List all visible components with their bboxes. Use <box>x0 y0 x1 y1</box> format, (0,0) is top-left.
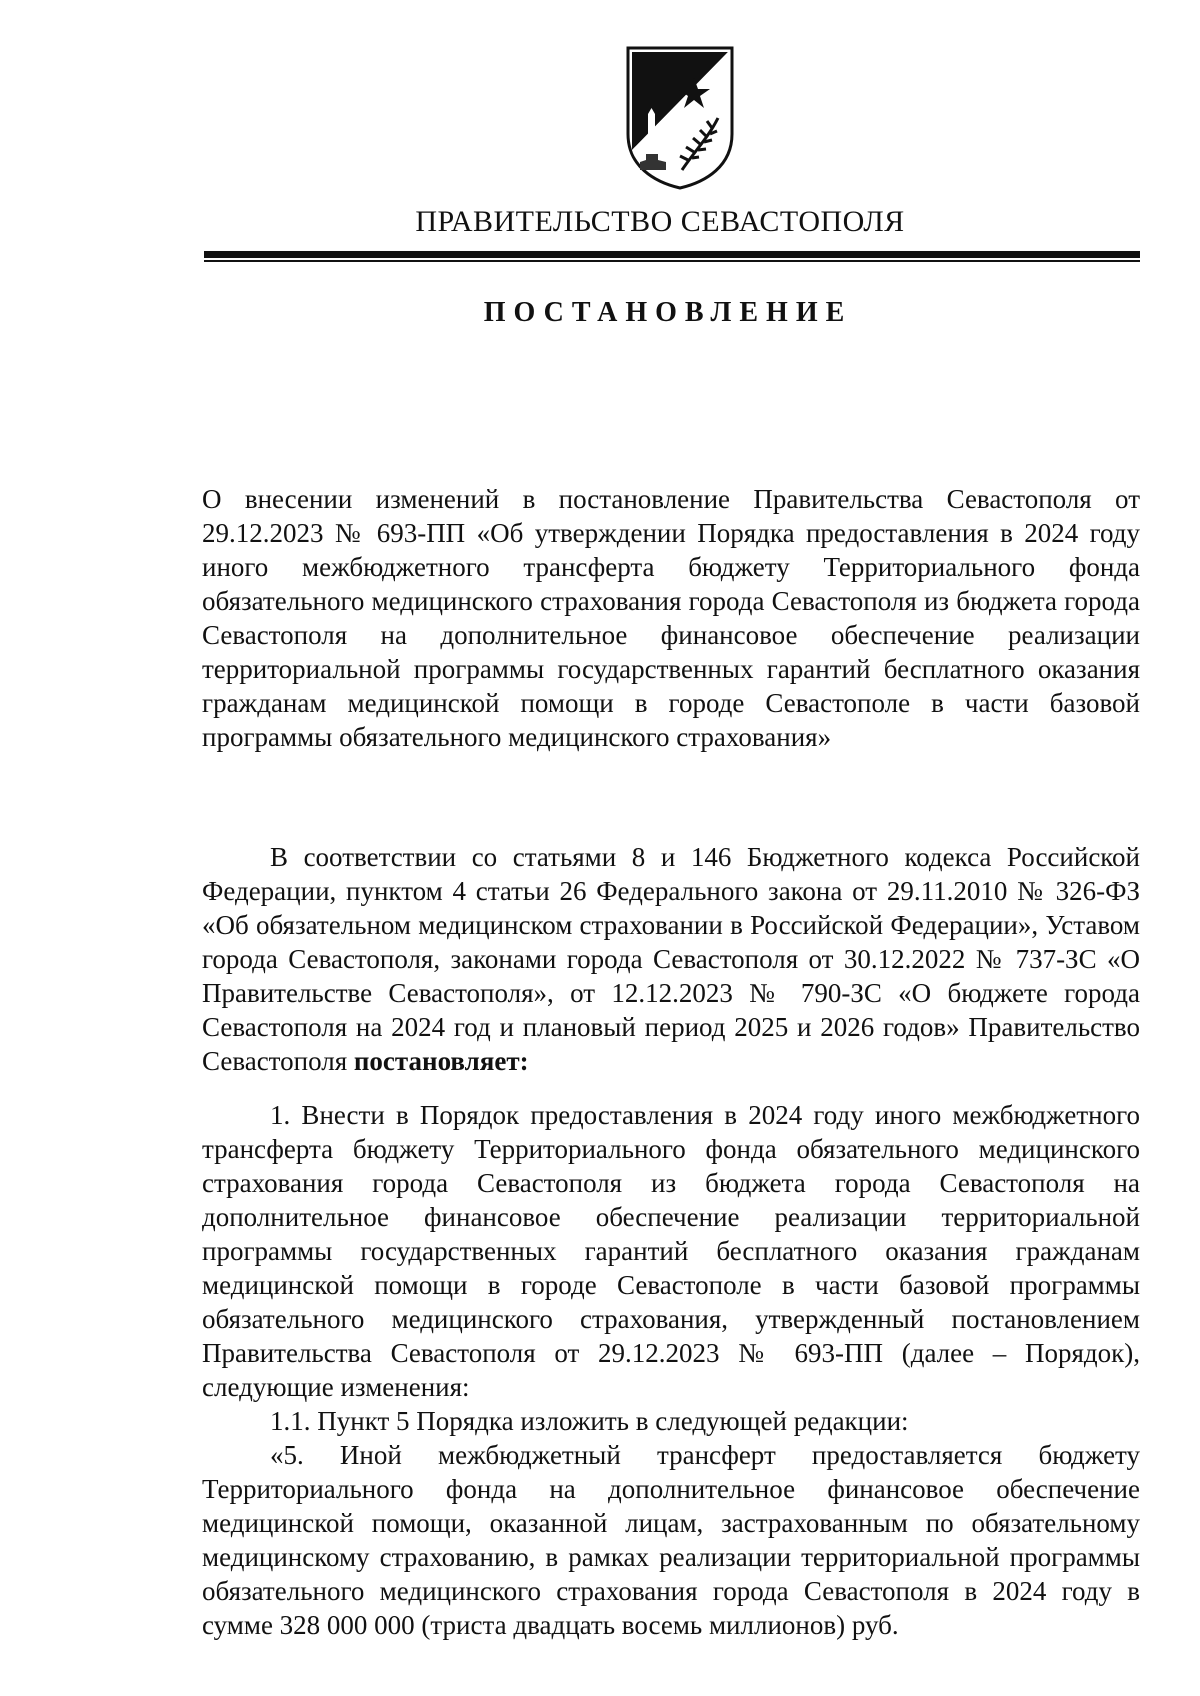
subject-text: О внесении изменений в постановление Правительства Севастополя от 29.12.2023 № 693-ПП «Об утверждении Порядка предоставления в 2024 году иного межбюджетного трансферта бюджету Территориального фонда обязательного медицинского страхования города Севастополя из бюджета города Севастополя на дополнительное финансовое обеспечение реализации территориальной программы государственных гарантий бесплатного оказания гражданам медицинской помощи в городе Севастополе в части базовой программы обязательного медицинского страхования» <box>202 484 1140 752</box>
document-type-title: ПОСТАНОВЛЕНИЕ <box>483 297 853 328</box>
header-divider-thick <box>204 251 1140 258</box>
header-divider-thin <box>204 260 1140 262</box>
paragraph-5-quote: «5. Иной межбюджетный трансферт предоставляется бюджету Территориального фонда на дополнительное финансовое обеспечение медицинской помощи, оказанной лицам, застрахованным по обязательному медицинскому страхованию, в рамках реализации территориальной программы обязательного медицинского страхования города Севастополя в 2024 году в сумме 328 000 000 (триста двадцать восемь миллионов) руб. <box>202 1440 1140 1640</box>
document-body <box>202 1098 1140 1642</box>
coat-of-arms-emblem <box>622 42 738 190</box>
preamble-text: В соответствии со статьями 8 и 146 Бюджетного кодекса Российской Федерации, пунктом 4 статьи 26 Федерального закона от 29.11.2010 № 326-ФЗ «Об обязательном медицинском страховании в Российской Федерации», Уставом города Севастополя, законами города Севастополя от 30.12.2022 № 737-ЗС «О Правительстве Севастополя», от 12.12.2023 № 790-ЗС «О бюджете города Севастополя на 2024 год и плановый период 2025 и 2026 годов» Правительство Севастополя <box>202 842 1140 1076</box>
paragraph-1: 1. Внести в Порядок предоставления в 2024 году иного межбюджетного трансферта бюджету Территориального фонда обязательного медицинского страхования города Севастополя из бюджета города Севастополя на дополнительное финансовое обеспечение реализации территориальной программы государственных гарантий бесплатного оказания гражданам медицинской помощи в городе Севастополе в части базовой программы обязательного медицинского страхования, утвержденный постановлением Правительства Севастополя от 29.12.2023 № 693-ПП (далее – Порядок), следующие изменения: <box>202 1100 1140 1402</box>
decree-word: постановляет: <box>353 1046 529 1076</box>
government-name: ПРАВИТЕЛЬСТВО СЕВАСТОПОЛЯ <box>415 205 905 238</box>
preamble <box>202 840 1140 1078</box>
document-subject <box>202 482 1140 754</box>
paragraph-1-1: 1.1. Пункт 5 Порядка изложить в следующей редакции: <box>270 1406 909 1436</box>
preamble-paragraph <box>202 840 1140 1078</box>
